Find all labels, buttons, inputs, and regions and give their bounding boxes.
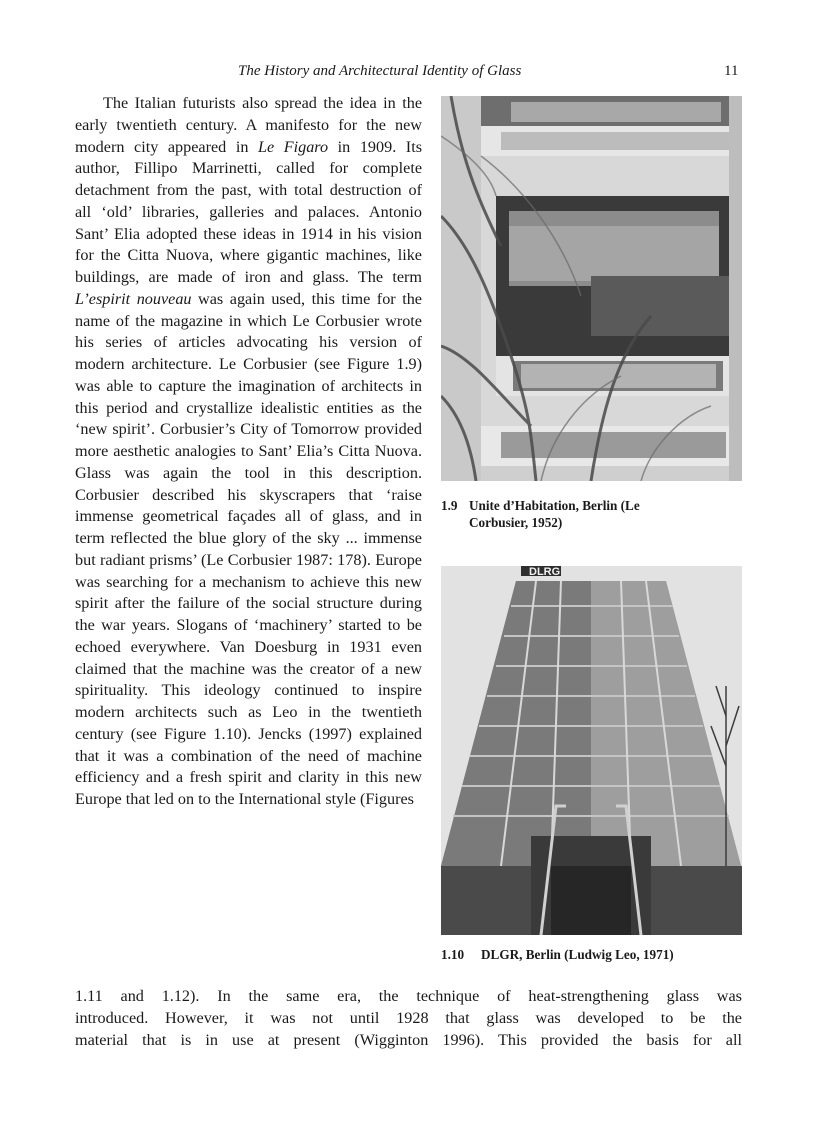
body-text-1: The Italian futurists also spread the idea in the early twentieth century. A manifesto for the new modern city appeared in <box>75 94 422 156</box>
running-head: The History and Architectural Identity of Glass <box>238 63 522 79</box>
full-width-text <box>75 986 742 1051</box>
full-line-1: 1.11 and 1.12). In the same era, the technique of heat-strengthening glass was <box>75 987 742 1005</box>
dlrg-tower-image <box>441 566 742 935</box>
body-paragraph <box>75 93 422 811</box>
figure-1-9-number: 1.9 <box>441 498 458 513</box>
figure-1-10-number: 1.10 <box>441 947 465 962</box>
italic-espirit-nouveau: L’espirit nouveau <box>75 289 192 308</box>
page-number: 11 <box>724 63 739 79</box>
figure-1-9-caption-line2: Corbusier, 1952) <box>469 515 563 530</box>
unite-habitation-image <box>441 96 742 481</box>
italic-le-figaro: Le Figaro <box>257 137 329 156</box>
body-text-2: in 1909. Its author, Fillipo Marrinetti, called for complete detachment from the past, with total destruction of all ‘old’ libraries, galleries and palaces. Antonio Sant’ Elia adopted these ideas in 1914 in his vision for the Citta Nuova, where gigantic machines, like buildings, are made of iron and glass. The term <box>75 137 422 286</box>
full-line-2: introduced. However, it was not until 1928 that glass was developed to be the <box>75 1008 742 1027</box>
dlrg-sign-text: DLRG <box>529 566 561 578</box>
figure-1-10-caption-text: DLGR, Berlin (Ludwig Leo, 1971) <box>481 947 674 962</box>
body-column <box>75 93 422 811</box>
figure-1-10-caption <box>441 946 741 963</box>
body-text-3: was again used, this time for the name of the magazine in which Le Corbusier wrote his series of articles advocating his version of modern architecture. Le Corbusier (see Figure 1.9) was able to capture the imagination of architects in this period and crystallize idealistic entities as the ‘new spirit’. Corbusier’s City of Tomorrow provided more aesthetic analogies to Sant’ Elia’s Citta Nuova. Glass was again the tool in this description. Corbusier described his skyscrapers that ‘raise immense geometrical façades all of glass, and in term reflected the blue glory of the sky ... immense but radiant prisms’ (Le Corbusier 1987: 178). Europe was searching for a mechanism to achieve this new spirit after the failure of the social structure during the war years. Slogans of ‘machinery’ started to be echoed everywhere. Van Doesburg in 1931 even claimed that the machine was the creator of a new spirituality. This ideology continued to inspire modern architects such as Leo in the twentieth century (see Figure 1.10). Jencks (1997) explained that it was a combination of the need of machine efficiency and a fresh spirit and clarity in this new Europe that led on to the International style (Figures <box>75 289 422 808</box>
figure-1-9-caption <box>441 497 741 531</box>
figure-1-9-caption-line1: Unite d’Habitation, Berlin (Le <box>469 498 640 513</box>
figure-1-10-photo <box>441 566 742 935</box>
full-line-3: material that is in use at present (Wigginton 1996). This provided the basis for all <box>75 1030 742 1049</box>
figure-1-9-photo <box>441 96 742 481</box>
